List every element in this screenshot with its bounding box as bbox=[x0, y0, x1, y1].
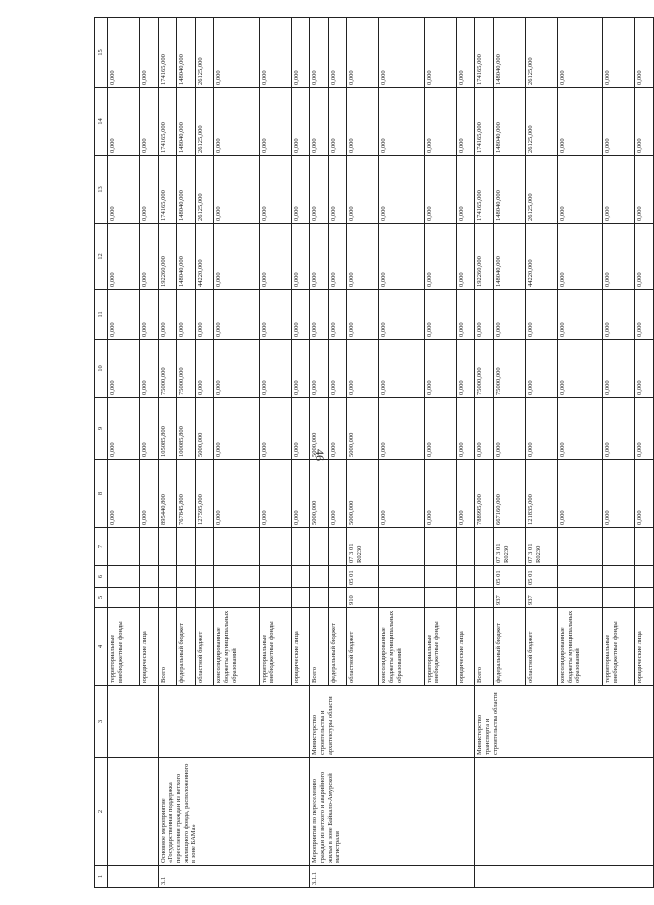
rzpr-cell bbox=[139, 566, 158, 588]
amount-cell: 0,000 bbox=[424, 224, 456, 290]
rzpr-cell bbox=[108, 566, 140, 588]
grbs-cell bbox=[603, 588, 635, 608]
rzpr-cell bbox=[424, 566, 456, 588]
amount-cell: 0,000 bbox=[424, 156, 456, 224]
amount-cell: 0,000 bbox=[456, 18, 475, 88]
amount-cell: 26125,000 bbox=[195, 88, 214, 156]
amount-cell: 26125,000 bbox=[525, 88, 557, 156]
grbs-cell bbox=[475, 588, 494, 608]
section-name bbox=[108, 758, 159, 866]
amount-cell: 0,000 bbox=[456, 290, 475, 340]
table-row bbox=[475, 18, 494, 888]
header-row bbox=[95, 18, 108, 888]
funding-source-cell: федеральный бюджет bbox=[493, 608, 525, 686]
amount-cell: 0,000 bbox=[214, 340, 259, 398]
amount-cell: 0,000 bbox=[214, 156, 259, 224]
csr-cell: 07 3 01 R0230 bbox=[525, 528, 557, 566]
amount-cell: 0,000 bbox=[108, 88, 140, 156]
amount-cell: 100085,800 bbox=[177, 398, 196, 460]
grbs-cell bbox=[259, 588, 291, 608]
section-name: Мероприятия по переселению граждан из ветхого и аварийного жилья в зоне Байкало-Амурской магистрали bbox=[310, 758, 475, 866]
rzpr-cell bbox=[635, 566, 654, 588]
amount-cell: 0,000 bbox=[525, 290, 557, 340]
amount-cell: 0,000 bbox=[456, 224, 475, 290]
section-name bbox=[475, 758, 654, 866]
header-cell: 3 bbox=[95, 686, 108, 758]
amount-cell: 0,000 bbox=[259, 340, 291, 398]
amount-cell: 0,000 bbox=[108, 156, 140, 224]
amount-cell: 0,000 bbox=[635, 398, 654, 460]
grbs-cell bbox=[195, 588, 214, 608]
funding-source-cell: консолидированные бюджеты муниципальных образований bbox=[557, 608, 602, 686]
amount-cell: 0,000 bbox=[475, 290, 494, 340]
amount-cell: 0,000 bbox=[139, 18, 158, 88]
amount-cell: 0,000 bbox=[310, 18, 329, 88]
rzpr-cell bbox=[158, 566, 177, 588]
amount-cell: 148040,000 bbox=[493, 18, 525, 88]
amount-cell: 0,000 bbox=[603, 224, 635, 290]
csr-cell bbox=[177, 528, 196, 566]
amount-cell: 0,000 bbox=[603, 18, 635, 88]
amount-cell: 0,000 bbox=[108, 224, 140, 290]
amount-cell: 0,000 bbox=[259, 398, 291, 460]
amount-cell: 0,000 bbox=[310, 88, 329, 156]
table-body bbox=[95, 18, 654, 888]
amount-cell: 0,000 bbox=[635, 18, 654, 88]
csr-cell bbox=[139, 528, 158, 566]
funding-source-cell: Всего bbox=[475, 608, 494, 686]
section-number: 3.1 bbox=[158, 866, 310, 888]
amount-cell: 0,000 bbox=[557, 398, 602, 460]
amount-cell: 0,000 bbox=[557, 156, 602, 224]
grbs-cell bbox=[158, 588, 177, 608]
csr-cell bbox=[328, 528, 347, 566]
rzpr-cell: 05 01 bbox=[347, 566, 379, 588]
amount-cell: 75000,000 bbox=[177, 340, 196, 398]
amount-cell: 26125,000 bbox=[195, 18, 214, 88]
grbs-cell bbox=[214, 588, 259, 608]
amount-cell: 0,000 bbox=[424, 290, 456, 340]
amount-cell: 0,000 bbox=[603, 290, 635, 340]
amount-cell: 0,000 bbox=[259, 224, 291, 290]
amount-cell: 174165,000 bbox=[158, 88, 177, 156]
amount-cell: 192260,000 bbox=[475, 224, 494, 290]
csr-cell bbox=[214, 528, 259, 566]
funding-source-cell: консолидированные бюджеты муниципальных образований bbox=[379, 608, 424, 686]
grbs-cell bbox=[456, 588, 475, 608]
funding-source-cell: федеральный бюджет bbox=[328, 608, 347, 686]
header-cell: 2 bbox=[95, 758, 108, 866]
amount-cell: 0,000 bbox=[291, 290, 310, 340]
amount-cell: 148040,000 bbox=[177, 18, 196, 88]
amount-cell: 148040,000 bbox=[493, 156, 525, 224]
rzpr-cell bbox=[291, 566, 310, 588]
rzpr-cell bbox=[214, 566, 259, 588]
amount-cell: 5000,000 bbox=[347, 460, 379, 528]
funding-source-cell: Всего bbox=[158, 608, 177, 686]
rzpr-cell bbox=[456, 566, 475, 588]
csr-cell bbox=[635, 528, 654, 566]
rzpr-cell bbox=[557, 566, 602, 588]
funding-source-cell: территориальные внебюджетные фонды bbox=[259, 608, 291, 686]
amount-cell: 0,000 bbox=[195, 290, 214, 340]
csr-cell bbox=[456, 528, 475, 566]
amount-cell: 0,000 bbox=[328, 398, 347, 460]
amount-cell: 0,000 bbox=[214, 398, 259, 460]
amount-cell: 788995,000 bbox=[475, 460, 494, 528]
section-number: 3.1.1 bbox=[310, 866, 475, 888]
amount-cell: 0,000 bbox=[635, 156, 654, 224]
amount-cell: 75000,000 bbox=[493, 340, 525, 398]
amount-cell: 0,000 bbox=[291, 224, 310, 290]
section-number bbox=[475, 866, 654, 888]
funding-source-cell: Всего bbox=[310, 608, 329, 686]
amount-cell: 0,000 bbox=[328, 88, 347, 156]
amount-cell: 0,000 bbox=[379, 156, 424, 224]
rzpr-cell bbox=[379, 566, 424, 588]
amount-cell: 0,000 bbox=[557, 88, 602, 156]
section-executor bbox=[108, 686, 159, 758]
amount-cell: 75000,000 bbox=[475, 340, 494, 398]
amount-cell: 174165,000 bbox=[475, 156, 494, 224]
csr-cell bbox=[475, 528, 494, 566]
amount-cell: 0,000 bbox=[557, 18, 602, 88]
amount-cell: 0,000 bbox=[603, 340, 635, 398]
amount-cell: 0,000 bbox=[635, 460, 654, 528]
header-cell: 1 bbox=[95, 866, 108, 888]
csr-cell bbox=[310, 528, 329, 566]
amount-cell: 0,000 bbox=[347, 224, 379, 290]
csr-cell bbox=[108, 528, 140, 566]
amount-cell: 26125,000 bbox=[195, 156, 214, 224]
amount-cell: 0,000 bbox=[525, 398, 557, 460]
grbs-cell bbox=[635, 588, 654, 608]
amount-cell: 174165,000 bbox=[475, 88, 494, 156]
funding-source-cell: юридические лица bbox=[456, 608, 475, 686]
csr-cell bbox=[195, 528, 214, 566]
amount-cell: 0,000 bbox=[557, 290, 602, 340]
header-cell: 13 bbox=[95, 156, 108, 224]
amount-cell: 174165,000 bbox=[158, 18, 177, 88]
header-cell: 8 bbox=[95, 460, 108, 528]
amount-cell: 0,000 bbox=[603, 460, 635, 528]
amount-cell: 0,000 bbox=[328, 18, 347, 88]
funding-source-cell: юридические лица bbox=[635, 608, 654, 686]
amount-cell: 0,000 bbox=[603, 398, 635, 460]
funding-source-cell: областной бюджет bbox=[347, 608, 379, 686]
amount-cell: 0,000 bbox=[635, 224, 654, 290]
amount-cell: 0,000 bbox=[328, 156, 347, 224]
header-cell: 7 bbox=[95, 528, 108, 566]
csr-cell bbox=[259, 528, 291, 566]
amount-cell: 44220,000 bbox=[525, 224, 557, 290]
amount-cell: 148040,000 bbox=[493, 224, 525, 290]
page-number: 46 bbox=[313, 449, 327, 461]
amount-cell: 0,000 bbox=[139, 340, 158, 398]
header-cell: 4 bbox=[95, 608, 108, 686]
amount-cell: 0,000 bbox=[291, 156, 310, 224]
grbs-cell bbox=[557, 588, 602, 608]
amount-cell: 0,000 bbox=[310, 156, 329, 224]
grbs-cell bbox=[328, 588, 347, 608]
amount-cell: 0,000 bbox=[424, 18, 456, 88]
amount-cell: 0,000 bbox=[557, 460, 602, 528]
budget-table bbox=[94, 17, 654, 888]
table-row bbox=[108, 18, 140, 888]
amount-cell: 5000,000 bbox=[310, 460, 329, 528]
amount-cell: 0,000 bbox=[139, 156, 158, 224]
amount-cell: 127595,000 bbox=[195, 460, 214, 528]
header-cell: 15 bbox=[95, 18, 108, 88]
amount-cell: 767845,800 bbox=[177, 460, 196, 528]
amount-cell: 148040,000 bbox=[493, 88, 525, 156]
amount-cell: 0,000 bbox=[456, 340, 475, 398]
amount-cell: 0,000 bbox=[557, 340, 602, 398]
amount-cell: 0,000 bbox=[493, 290, 525, 340]
amount-cell: 0,000 bbox=[347, 290, 379, 340]
rzpr-cell bbox=[195, 566, 214, 588]
amount-cell: 0,000 bbox=[456, 460, 475, 528]
amount-cell: 148040,000 bbox=[177, 88, 196, 156]
amount-cell: 0,000 bbox=[424, 398, 456, 460]
grbs-cell bbox=[139, 588, 158, 608]
amount-cell: 5000,000 bbox=[310, 398, 329, 460]
table-row bbox=[158, 18, 177, 888]
amount-cell: 0,000 bbox=[214, 224, 259, 290]
amount-cell: 0,000 bbox=[259, 18, 291, 88]
amount-cell: 0,000 bbox=[347, 88, 379, 156]
amount-cell: 0,000 bbox=[424, 460, 456, 528]
header-cell: 5 bbox=[95, 588, 108, 608]
table-row bbox=[310, 18, 329, 888]
amount-cell: 0,000 bbox=[456, 398, 475, 460]
amount-cell: 0,000 bbox=[108, 398, 140, 460]
amount-cell: 0,000 bbox=[214, 88, 259, 156]
rzpr-cell: 05 01 bbox=[525, 566, 557, 588]
amount-cell: 0,000 bbox=[291, 18, 310, 88]
amount-cell: 0,000 bbox=[347, 340, 379, 398]
amount-cell: 0,000 bbox=[347, 156, 379, 224]
csr-cell bbox=[557, 528, 602, 566]
grbs-cell: 910 bbox=[347, 588, 379, 608]
grbs-cell bbox=[310, 588, 329, 608]
amount-cell: 0,000 bbox=[214, 460, 259, 528]
amount-cell: 0,000 bbox=[635, 290, 654, 340]
amount-cell: 5000,000 bbox=[347, 398, 379, 460]
grbs-cell: 937 bbox=[493, 588, 525, 608]
amount-cell: 0,000 bbox=[139, 460, 158, 528]
csr-cell bbox=[158, 528, 177, 566]
amount-cell: 0,000 bbox=[379, 224, 424, 290]
section-number bbox=[108, 866, 159, 888]
header-cell: 12 bbox=[95, 224, 108, 290]
amount-cell: 0,000 bbox=[635, 88, 654, 156]
grbs-cell bbox=[108, 588, 140, 608]
amount-cell: 0,000 bbox=[158, 290, 177, 340]
amount-cell: 0,000 bbox=[424, 340, 456, 398]
amount-cell: 0,000 bbox=[379, 398, 424, 460]
amount-cell: 0,000 bbox=[328, 290, 347, 340]
funding-source-cell: юридические лица bbox=[291, 608, 310, 686]
amount-cell: 0,000 bbox=[259, 460, 291, 528]
section-executor bbox=[158, 686, 310, 758]
rotated-page bbox=[94, 18, 654, 888]
amount-cell: 0,000 bbox=[379, 460, 424, 528]
funding-source-cell: территориальные внебюджетные фонды bbox=[603, 608, 635, 686]
amount-cell: 0,000 bbox=[291, 88, 310, 156]
amount-cell: 0,000 bbox=[635, 340, 654, 398]
csr-cell: 07 3 01 R0230 bbox=[493, 528, 525, 566]
amount-cell: 0,000 bbox=[108, 18, 140, 88]
amount-cell: 0,000 bbox=[603, 156, 635, 224]
funding-source-cell: консолидированные бюджеты муниципальных образований bbox=[214, 608, 259, 686]
amount-cell: 0,000 bbox=[108, 290, 140, 340]
header-cell: 14 bbox=[95, 88, 108, 156]
csr-cell bbox=[379, 528, 424, 566]
amount-cell: 667160,000 bbox=[493, 460, 525, 528]
amount-cell: 0,000 bbox=[139, 88, 158, 156]
csr-cell bbox=[291, 528, 310, 566]
csr-cell bbox=[424, 528, 456, 566]
amount-cell: 0,000 bbox=[291, 340, 310, 398]
amount-cell: 0,000 bbox=[310, 224, 329, 290]
funding-source-cell: областной бюджет bbox=[525, 608, 557, 686]
amount-cell: 0,000 bbox=[456, 88, 475, 156]
amount-cell: 0,000 bbox=[310, 290, 329, 340]
amount-cell: 26125,000 bbox=[525, 18, 557, 88]
amount-cell: 0,000 bbox=[108, 340, 140, 398]
amount-cell: 0,000 bbox=[139, 290, 158, 340]
grbs-cell bbox=[424, 588, 456, 608]
funding-source-cell: областной бюджет bbox=[195, 608, 214, 686]
amount-cell: 0,000 bbox=[379, 340, 424, 398]
amount-cell: 75000,000 bbox=[158, 340, 177, 398]
funding-source-cell: федеральный бюджет bbox=[177, 608, 196, 686]
amount-cell: 0,000 bbox=[259, 156, 291, 224]
amount-cell: 0,000 bbox=[456, 156, 475, 224]
section-name: Основное мероприятие «Государственная поддержка переселения граждан из ветхого жилищного фонда, расположенного в зоне БАМа» bbox=[158, 758, 310, 866]
amount-cell: 0,000 bbox=[139, 224, 158, 290]
csr-cell bbox=[603, 528, 635, 566]
grbs-cell bbox=[379, 588, 424, 608]
amount-cell: 0,000 bbox=[259, 88, 291, 156]
funding-source-cell: территориальные внебюджетные фонды bbox=[424, 608, 456, 686]
amount-cell: 0,000 bbox=[424, 88, 456, 156]
amount-cell: 0,000 bbox=[557, 224, 602, 290]
amount-cell: 0,000 bbox=[291, 460, 310, 528]
header-cell: 6 bbox=[95, 566, 108, 588]
amount-cell: 0,000 bbox=[214, 290, 259, 340]
rzpr-cell bbox=[259, 566, 291, 588]
rzpr-cell bbox=[177, 566, 196, 588]
amount-cell: 192260,000 bbox=[158, 224, 177, 290]
amount-cell: 0,000 bbox=[379, 18, 424, 88]
funding-source-cell: территориальные внебюджетные фонды bbox=[108, 608, 140, 686]
grbs-cell bbox=[291, 588, 310, 608]
amount-cell: 148040,000 bbox=[177, 224, 196, 290]
amount-cell: 174165,000 bbox=[475, 18, 494, 88]
amount-cell: 0,000 bbox=[310, 340, 329, 398]
amount-cell: 895440,800 bbox=[158, 460, 177, 528]
amount-cell: 174165,000 bbox=[158, 156, 177, 224]
grbs-cell: 937 bbox=[525, 588, 557, 608]
header-cell: 10 bbox=[95, 340, 108, 398]
amount-cell: 148040,000 bbox=[177, 156, 196, 224]
amount-cell: 0,000 bbox=[328, 224, 347, 290]
amount-cell: 0,000 bbox=[525, 340, 557, 398]
grbs-cell bbox=[177, 588, 196, 608]
rzpr-cell bbox=[310, 566, 329, 588]
amount-cell: 44220,000 bbox=[195, 224, 214, 290]
amount-cell: 0,000 bbox=[139, 398, 158, 460]
amount-cell: 0,000 bbox=[475, 398, 494, 460]
amount-cell: 0,000 bbox=[108, 460, 140, 528]
amount-cell: 0,000 bbox=[603, 88, 635, 156]
rzpr-cell bbox=[328, 566, 347, 588]
section-executor: Министерство строительства и архитектуры области bbox=[310, 686, 475, 758]
amount-cell: 0,000 bbox=[291, 398, 310, 460]
amount-cell: 0,000 bbox=[214, 18, 259, 88]
amount-cell: 26125,000 bbox=[525, 156, 557, 224]
section-executor: Министерство транспорта и строительства области bbox=[475, 686, 654, 758]
rzpr-cell bbox=[603, 566, 635, 588]
amount-cell: 0,000 bbox=[328, 460, 347, 528]
rzpr-cell bbox=[475, 566, 494, 588]
amount-cell: 0,000 bbox=[195, 340, 214, 398]
rzpr-cell: 05 01 bbox=[493, 566, 525, 588]
header-cell: 11 bbox=[95, 290, 108, 340]
amount-cell: 0,000 bbox=[259, 290, 291, 340]
amount-cell: 105085,800 bbox=[158, 398, 177, 460]
amount-cell: 0,000 bbox=[177, 290, 196, 340]
header-cell: 9 bbox=[95, 398, 108, 460]
amount-cell: 0,000 bbox=[347, 18, 379, 88]
csr-cell: 07 3 01 R0230 bbox=[347, 528, 379, 566]
amount-cell: 5000,000 bbox=[195, 398, 214, 460]
amount-cell: 0,000 bbox=[328, 340, 347, 398]
amount-cell: 0,000 bbox=[379, 290, 424, 340]
amount-cell: 0,000 bbox=[379, 88, 424, 156]
funding-source-cell: юридические лица bbox=[139, 608, 158, 686]
amount-cell: 121835,000 bbox=[525, 460, 557, 528]
amount-cell: 0,000 bbox=[493, 398, 525, 460]
